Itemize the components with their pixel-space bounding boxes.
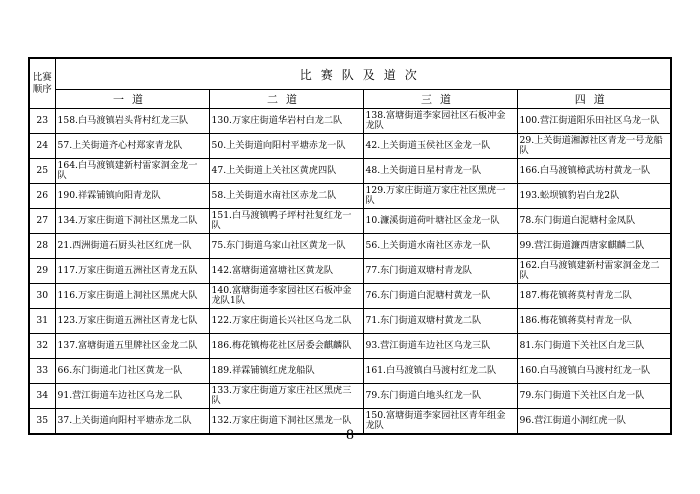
lane-cell: 78.东门街道白泥塘村金凤队 xyxy=(517,209,671,234)
table-row xyxy=(29,134,671,159)
lane-cell: 134.万家庄街道下洞社区黑龙二队 xyxy=(55,209,209,234)
lane-cell: 42.上关街道玉侯社区金龙一队 xyxy=(363,134,517,159)
lane-cell: 140.富塘街道李家园社区石板冲金龙队1队 xyxy=(209,284,363,309)
lane-cell: 190.祥霖铺镇向阳青龙队 xyxy=(55,184,209,209)
race-order: 23 xyxy=(29,109,55,134)
race-order: 29 xyxy=(29,259,55,284)
lane-cell: 187.梅花镇蒋莫村青龙二队 xyxy=(517,284,671,309)
lane-cell: 186.梅花镇梅花社区居委会麒麟队 xyxy=(209,334,363,359)
lane-cell: 189.祥霖铺镇红虎龙船队 xyxy=(209,359,363,384)
race-order: 35 xyxy=(29,409,55,435)
lane-cell: 37.上关街道向阳村平塘赤龙二队 xyxy=(55,409,209,435)
lane-cell: 150.富塘街道李家园社区青年组金龙队 xyxy=(363,409,517,435)
lane-cell: 164.白马渡镇建新村雷家洞金龙一队 xyxy=(55,159,209,184)
lane-cell: 130.万家庄街道华岩村白龙二队 xyxy=(209,109,363,134)
lane-cell: 142.富塘街道富塘社区黄龙队 xyxy=(209,259,363,284)
lane-cell: 162.白马渡镇建新村雷家洞金龙二队 xyxy=(517,259,671,284)
lane-cell: 116.万家庄街道上洞社区黑虎大队 xyxy=(55,284,209,309)
lane-cell: 137.富塘街道五里牌社区金龙二队 xyxy=(55,334,209,359)
lane-cell: 138.富塘街道李家园社区石板冲金龙队 xyxy=(363,109,517,134)
table-row xyxy=(29,184,671,209)
race-order: 27 xyxy=(29,209,55,234)
lane-cell: 91.营江街道车边社区乌龙二队 xyxy=(55,384,209,409)
race-order: 28 xyxy=(29,234,55,259)
lane-cell: 99.营江街道濂西唐家麒麟二队 xyxy=(517,234,671,259)
lane-cell: 29.上关街道湘源社区青龙一号龙船队 xyxy=(517,134,671,159)
lane-cell: 77.东门街道双塘村青龙队 xyxy=(363,259,517,284)
lane-cell: 10.濂溪街道荷叶塘社区金龙一队 xyxy=(363,209,517,234)
table-row xyxy=(29,259,671,284)
race-order: 31 xyxy=(29,309,55,334)
lane-cell: 75.东门街道乌家山社区黄龙一队 xyxy=(209,234,363,259)
race-order: 26 xyxy=(29,184,55,209)
order-header-line1: 比赛 xyxy=(32,71,52,83)
page-number: 8 xyxy=(345,428,355,443)
lane-cell: 186.梅花镇蒋莫村青龙一队 xyxy=(517,309,671,334)
table-row xyxy=(29,359,671,384)
lane-cell: 79.东门街道下关社区白龙一队 xyxy=(517,384,671,409)
race-order: 34 xyxy=(29,384,55,409)
lane-cell: 160.白马渡镇白马渡村红龙一队 xyxy=(517,359,671,384)
lane-header-3: 三道 xyxy=(363,90,517,109)
table-row xyxy=(29,234,671,259)
lane-cell: 133.万家庄街道万家庄社区黑虎三队 xyxy=(209,384,363,409)
table-row xyxy=(29,109,671,134)
lane-cell: 100.营江街道阳乐田社区乌龙一队 xyxy=(517,109,671,134)
table-row xyxy=(29,284,671,309)
lane-cell: 122.万家庄街道长兴社区乌龙二队 xyxy=(209,309,363,334)
lane-cell: 161.白马渡镇白马渡村红龙二队 xyxy=(363,359,517,384)
race-lane-table xyxy=(28,57,672,435)
lane-cell: 71.东门街道双塘村黄龙二队 xyxy=(363,309,517,334)
lane-cell: 66.东门街道北门社区黄龙一队 xyxy=(55,359,209,384)
lane-cell: 132.万家庄街道下洞社区黑龙一队 xyxy=(209,409,363,435)
table-row xyxy=(29,309,671,334)
table-title: 比赛队及道次 xyxy=(55,58,671,90)
lane-cell: 117.万家庄街道五洲社区青龙五队 xyxy=(55,259,209,284)
lane-cell: 193.蚣坝镇豹岩白龙2队 xyxy=(517,184,671,209)
lane-cell: 79.东门街道白地头红龙一队 xyxy=(363,384,517,409)
lane-cell: 151.白马渡镇鸭子坪村社复红龙一队 xyxy=(209,209,363,234)
table-row xyxy=(29,159,671,184)
order-header-line2: 顺序 xyxy=(32,83,52,95)
lane-header-4: 四道 xyxy=(517,90,671,109)
lane-cell: 50.上关街道向阳村平塘赤龙一队 xyxy=(209,134,363,159)
lane-cell: 81.东门街道下关社区白龙三队 xyxy=(517,334,671,359)
lane-cell: 158.白马渡镇岩头背村红龙三队 xyxy=(55,109,209,134)
race-order: 33 xyxy=(29,359,55,384)
lane-cell: 123.万家庄街道五洲社区青龙七队 xyxy=(55,309,209,334)
lane-cell: 58.上关街道水南社区赤龙二队 xyxy=(209,184,363,209)
lane-cell: 47.上关街道上关社区黄虎四队 xyxy=(209,159,363,184)
order-header xyxy=(29,58,55,109)
lane-cell: 57.上关街道齐心村郑家青龙队 xyxy=(55,134,209,159)
race-order: 32 xyxy=(29,334,55,359)
lane-cell: 21.西洲街道石厨头社区红虎一队 xyxy=(55,234,209,259)
lane-header-1: 一道 xyxy=(55,90,209,109)
lane-header-2: 二道 xyxy=(209,90,363,109)
race-order: 24 xyxy=(29,134,55,159)
lane-cell: 56.上关街道水南社区赤龙一队 xyxy=(363,234,517,259)
table-row xyxy=(29,209,671,234)
race-order: 25 xyxy=(29,159,55,184)
lane-cell: 93.营江街道车边社区乌龙三队 xyxy=(363,334,517,359)
table-row xyxy=(29,384,671,409)
lane-cell: 166.白马渡镇樟武坊村黄龙一队 xyxy=(517,159,671,184)
lane-cell: 48.上关街道日星村青龙一队 xyxy=(363,159,517,184)
lane-cell: 76.东门街道白泥塘村黄龙一队 xyxy=(363,284,517,309)
lane-cell: 96.营江街道小洞红虎一队 xyxy=(517,409,671,435)
table-row xyxy=(29,334,671,359)
race-order: 30 xyxy=(29,284,55,309)
lane-cell: 129.万家庄街道万家庄社区黑虎一队 xyxy=(363,184,517,209)
